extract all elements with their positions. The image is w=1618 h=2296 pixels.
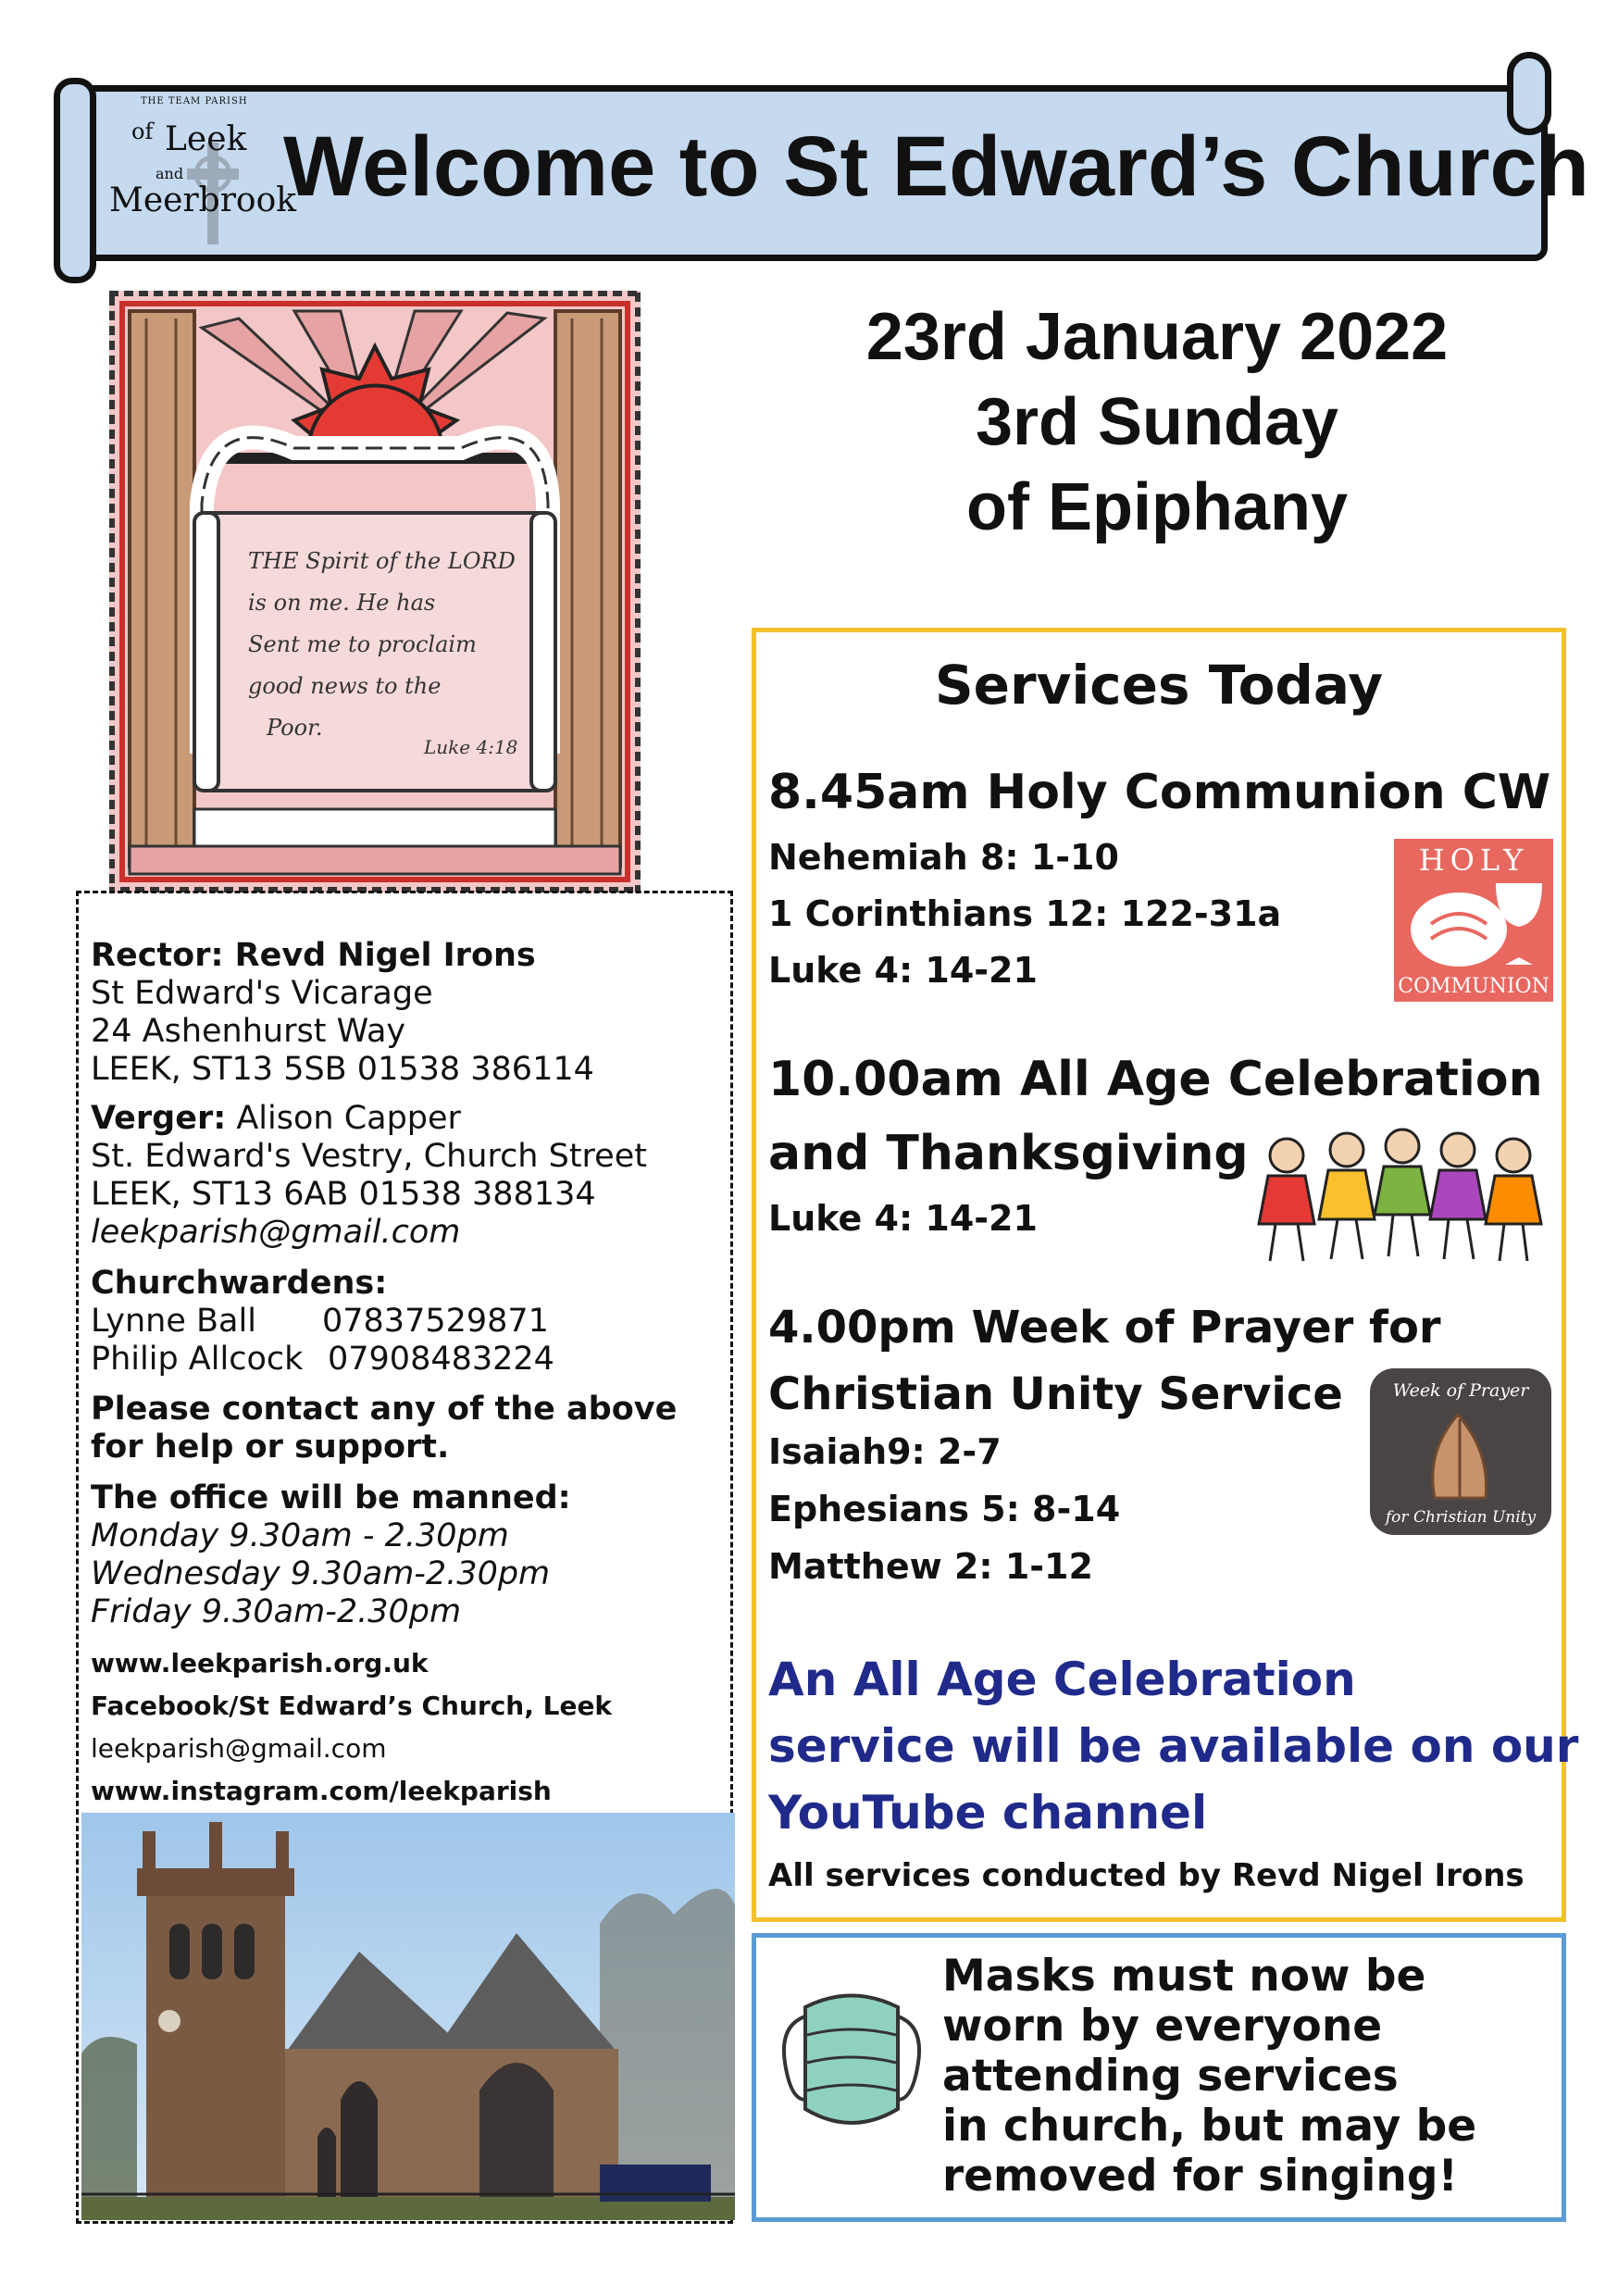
service-1-heading: 8.45am Holy Communion CW	[768, 765, 1551, 820]
mask-line-4: in church, but may be	[942, 2101, 1477, 2152]
warden-row-1	[91, 1303, 720, 1341]
logo-of-text: of	[131, 119, 154, 144]
warden-name-2: Philip Allcock	[91, 1341, 304, 1378]
youtube-line-1: An All Age Celebration	[768, 1653, 1356, 1706]
rector-address-1: St Edward's Vicarage	[91, 975, 433, 1012]
rector-address-2: 24 Ashenhurst Way	[91, 1013, 406, 1050]
service-1-reading-3: Luke 4: 14-21	[768, 950, 1038, 991]
mask-line-2: worn by everyone	[942, 2001, 1383, 2052]
service-3-reading-1: Isaiah9: 2-7	[768, 1431, 1002, 1472]
verger-address-1: St. Edward's Vestry, Church Street	[91, 1138, 647, 1175]
office-label: The office will be manned:	[91, 1479, 571, 1516]
service-3-reading-2: Ephesians 5: 8-14	[768, 1489, 1121, 1529]
holy-communion-icon	[1394, 839, 1553, 1002]
service-2-heading-2: and Thanksgiving	[768, 1126, 1249, 1181]
prayer-badge-top-text: Week of Prayer	[1392, 1380, 1529, 1401]
mask-line-5: removed for singing!	[942, 2151, 1458, 2202]
service-2-heading-1: 10.00am All Age Celebration	[768, 1052, 1543, 1107]
logo-and-text: and	[156, 165, 184, 182]
date-heading	[759, 294, 1555, 550]
rector-label: Rector: Revd Nigel Irons	[91, 937, 536, 974]
scroll-line-1: THE Spirit of the LORD	[248, 548, 516, 574]
youtube-line-2: service will be available on our	[768, 1719, 1579, 1773]
rector-address-3: LEEK, ST13 5SB 01538 386114	[91, 1051, 594, 1088]
scroll-curl-left	[54, 78, 96, 283]
holy-badge-top-text: HOLY	[1418, 842, 1529, 878]
warden-phone-2: 07908483224	[328, 1341, 554, 1378]
epiphany-line: of Epiphany	[966, 470, 1348, 544]
conducted-by-note: All services conducted by Revd Nigel Irons	[768, 1857, 1525, 1894]
parish-email-italic[interactable]: leekparish@gmail.com	[91, 1214, 461, 1251]
warden-name-1: Lynne Ball	[91, 1303, 256, 1340]
church-photo	[81, 1813, 735, 2220]
week-of-prayer-icon	[1370, 1368, 1551, 1535]
service-3-heading-2: Christian Unity Service	[768, 1368, 1343, 1420]
office-hours-wednesday: Wednesday 9.30am-2.30pm	[91, 1555, 551, 1592]
mask-line-1: Masks must now be	[942, 1951, 1426, 2002]
scroll-line-5: Poor.	[267, 715, 323, 741]
logo-meerbrook-text: Meerbrook	[109, 181, 297, 219]
holy-badge-bottom-text: COMMUNION	[1398, 975, 1550, 998]
logo-leek-text: Leek	[165, 120, 247, 158]
mask-line-3: attending services	[942, 2051, 1399, 2102]
page-title: Welcome to St Edward’s Church	[283, 119, 1589, 214]
date-line: 23rd January 2022	[865, 300, 1449, 374]
verger-label: Verger:	[91, 1100, 227, 1137]
service-1-reading-2: 1 Corinthians 12: 122-31a	[768, 893, 1282, 934]
office-hours-friday: Friday 9.30am-2.30pm	[91, 1593, 462, 1630]
scroll-line-4: good news to the	[248, 673, 442, 699]
scroll-reference: Luke 4:18	[424, 736, 518, 758]
facebook-link[interactable]: Facebook/St Edward’s Church, Leek	[91, 1691, 613, 1721]
verger-address-2: LEEK, ST13 6AB 01538 388134	[91, 1176, 596, 1213]
stained-glass-artwork	[109, 291, 641, 892]
verger-line	[91, 1100, 720, 1138]
warden-phone-1: 07837529871	[322, 1303, 549, 1340]
mask-notice-text	[942, 1952, 1476, 2202]
instagram-link[interactable]: www.instagram.com/leekparish	[91, 1776, 552, 1806]
youtube-notice	[768, 1646, 1578, 1846]
verger-name: Alison Capper	[226, 1100, 461, 1137]
face-mask-icon	[778, 1970, 926, 2155]
youtube-line-3: YouTube channel	[768, 1786, 1208, 1840]
warden-row-2	[91, 1341, 720, 1379]
scroll-line-3: Sent me to proclaim	[248, 631, 477, 657]
logo-team-text: THE TEAM PARISH	[141, 96, 248, 106]
contact-note-2: for help or support.	[91, 1429, 450, 1466]
churchwardens-label: Churchwardens:	[91, 1265, 388, 1302]
service-1-reading-1: Nehemiah 8: 1-10	[768, 837, 1119, 878]
website-link[interactable]: www.leekparish.org.uk	[91, 1648, 429, 1678]
office-hours-monday: Monday 9.30am - 2.30pm	[91, 1517, 509, 1554]
parish-logo	[104, 96, 297, 244]
dancing-children-icon	[1250, 1122, 1551, 1270]
service-2-reading-1: Luke 4: 14-21	[768, 1198, 1038, 1239]
sunday-line: 3rd Sunday	[975, 385, 1339, 459]
scroll-line-2: is on me. He has	[248, 590, 436, 616]
service-3-heading-1: 4.00pm Week of Prayer for	[768, 1302, 1441, 1354]
services-title: Services Today	[934, 654, 1384, 717]
prayer-badge-bottom-text: for Christian Unity	[1385, 1508, 1537, 1527]
email-link[interactable]: leekparish@gmail.com	[91, 1733, 387, 1764]
service-3-reading-3: Matthew 2: 1-12	[768, 1546, 1093, 1587]
contact-note-1: Please contact any of the above	[91, 1391, 678, 1428]
